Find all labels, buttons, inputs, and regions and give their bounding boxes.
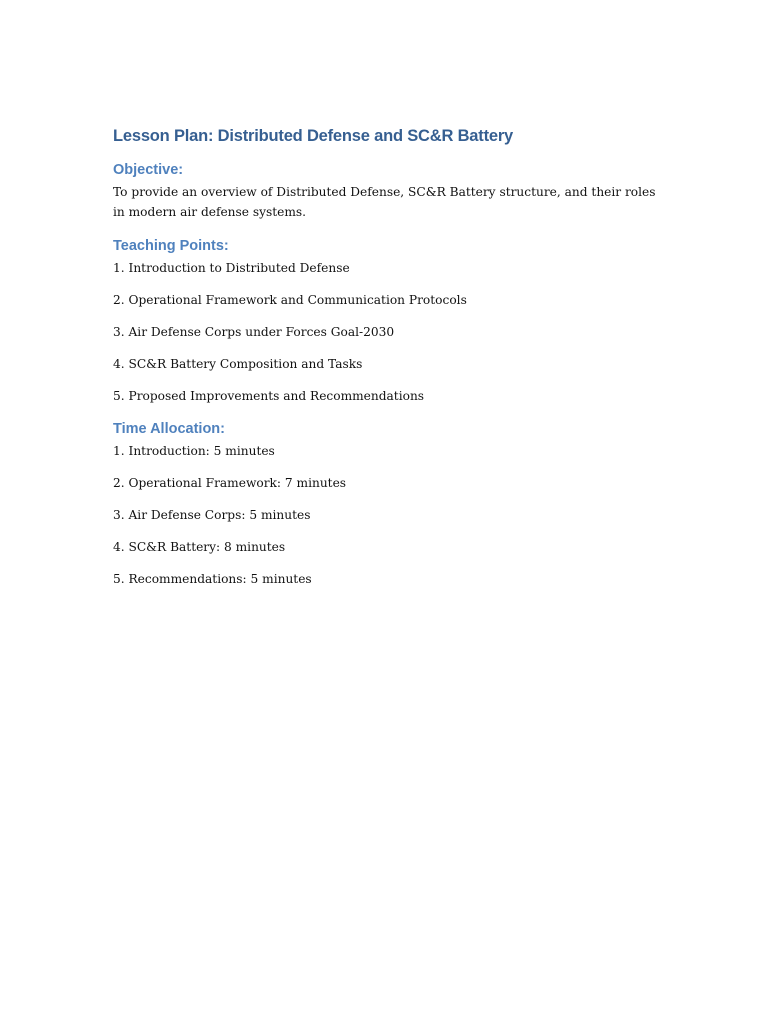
objective-heading: Objective: xyxy=(113,162,184,178)
time-allocation-item: 1. Introduction: 5 minutes xyxy=(113,444,275,458)
time-allocation-list xyxy=(113,441,658,589)
time-allocation-item: 3. Air Defense Corps: 5 minutes xyxy=(113,508,311,522)
document-title: Lesson Plan: Distributed Defense and SC&R Battery xyxy=(113,127,514,145)
time-allocation-item: 4. SC&R Battery: 8 minutes xyxy=(113,540,286,554)
document-body xyxy=(113,124,658,589)
teaching-point-item: 1. Introduction to Distributed Defense xyxy=(113,261,350,275)
teaching-points-list xyxy=(113,258,658,406)
time-allocation-item: 2. Operational Framework: 7 minutes xyxy=(113,476,347,490)
teaching-point-item: 3. Air Defense Corps under Forces Goal-2030 xyxy=(113,325,395,339)
teaching-point-item: 4. SC&R Battery Composition and Tasks xyxy=(113,357,363,371)
teaching-point-item: 2. Operational Framework and Communication Protocols xyxy=(113,293,467,307)
teaching-points-heading: Teaching Points: xyxy=(113,238,229,254)
objective-text: To provide an overview of Distributed Defense, SC&R Battery structure, and their roles in modern air defense systems. xyxy=(113,185,656,219)
time-allocation-heading: Time Allocation: xyxy=(113,421,225,437)
teaching-point-item: 5. Proposed Improvements and Recommendations xyxy=(113,389,425,403)
time-allocation-item: 5. Recommendations: 5 minutes xyxy=(113,572,312,586)
